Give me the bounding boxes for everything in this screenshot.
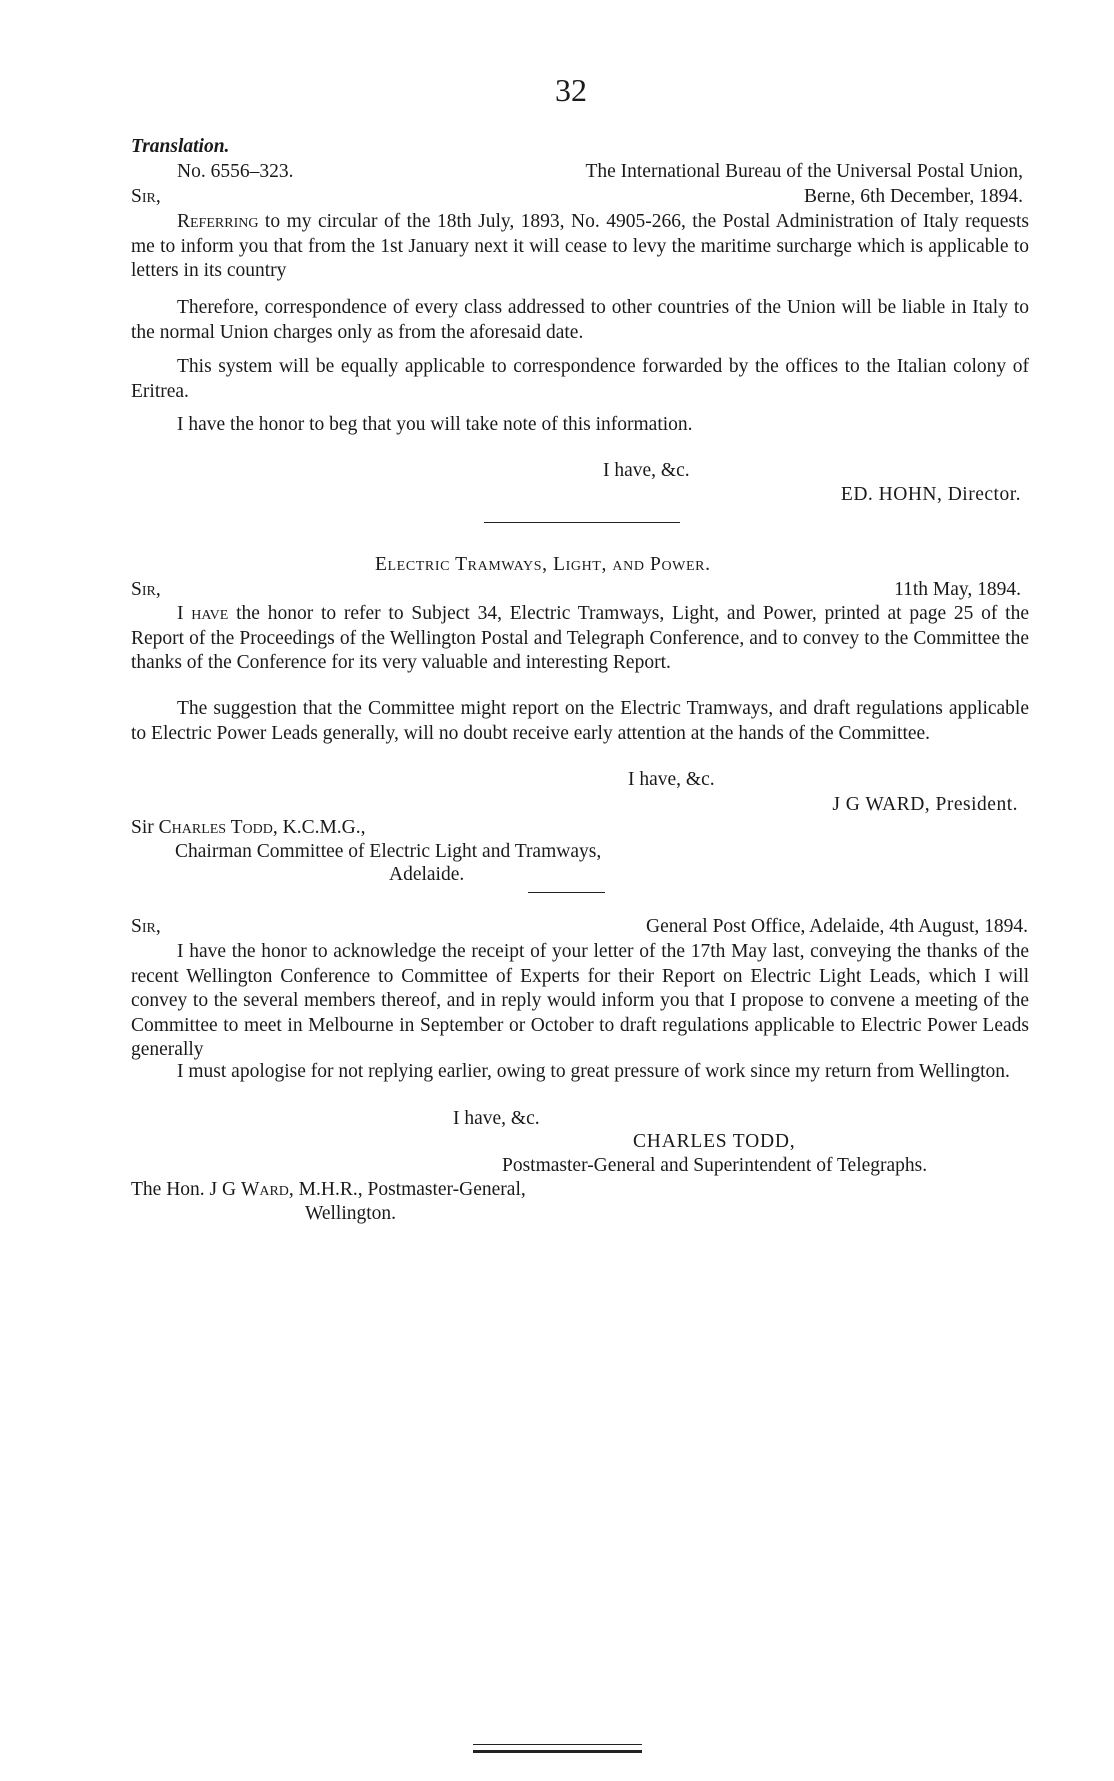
addressee-prefix: The Hon. J G	[131, 1179, 241, 1200]
reference-number: No. 6556–323.	[177, 161, 294, 182]
signature-name: CHARLES TODD,	[633, 1131, 796, 1152]
addressee-name: Charles Todd	[158, 817, 273, 838]
addressee-place: Wellington.	[305, 1203, 397, 1224]
addressee-place: Adelaide.	[389, 864, 465, 885]
end-rule-bottom	[473, 1750, 642, 1753]
signature-title: Postmaster-General and Superintendent of Telegraphs.	[502, 1155, 928, 1176]
lead-word: Referring	[177, 211, 259, 232]
addressee	[131, 1178, 526, 1202]
section-divider	[528, 892, 605, 893]
letter-paragraph: Therefore, correspondence of every class addressed to other countries of the Union will be liable in Italy to the normal Union charges only as from the aforesaid date.	[131, 297, 1029, 343]
paragraph-text: the honor to refer to Subject 34, Electric Tramways, Light, and Power, printed at page 25 of the Report of the Proceedings of the Wellington Postal and Telegraph Conference, and to convey to the Committee the thanks of the Conference for its very valuable and interesting Report.	[131, 603, 1030, 673]
letter-paragraph: The suggestion that the Committee might report on the Electric Tramways, and draft regulations applicable to Electric Power Leads generally, will no doubt receive early attention at the hands of the Committee.	[131, 698, 1029, 744]
paragraph-text: to my circular of the 18th July, 1893, No. 4905-266, the Postal Administration of Italy requests me to inform you that from the 1st January next it will cease to levy the maritime surcharge which is applicable to letters in its country	[131, 211, 1029, 281]
letter-paragraph	[131, 210, 1029, 284]
page-number: 32	[555, 72, 587, 108]
letter-paragraph	[131, 602, 1029, 676]
salutation: Sir,	[131, 916, 161, 937]
letter-paragraph: I must apologise for not replying earlier, owing to great pressure of work since my return from Wellington.	[177, 1061, 1010, 1082]
addressee	[131, 816, 366, 840]
closing: I have, &c.	[603, 460, 690, 481]
translation-label: Translation.	[131, 136, 230, 157]
closing: I have, &c.	[453, 1108, 540, 1129]
addressee-suffix: , K.C.M.G.,	[272, 817, 366, 838]
addressee-prefix: Sir	[131, 817, 159, 838]
end-rule-top	[473, 1744, 642, 1745]
letter-paragraph: I have the honor to acknowledge the receipt of your letter of the 17th May last, conveying the thanks of the recent Wellington Conference to Committee of Experts for their Report on Electric Light Leads, which I will convey to the several members thereof, and in reply would inform you that I propose to convene a meeting of the Committee to meet in Melbourne in September or October to draft regulations applicable to Electric Power Leads generally	[131, 941, 1029, 1060]
section-divider	[484, 522, 680, 523]
signature: ED. HOHN, Director.	[840, 484, 1021, 505]
salutation: Sir,	[131, 186, 161, 207]
salutation: Sir,	[131, 579, 161, 600]
letter-date: 11th May, 1894.	[894, 579, 1021, 600]
place-date: General Post Office, Adelaide, 4th August, 1894.	[646, 916, 1028, 937]
closing: I have, &c.	[628, 769, 715, 790]
sender-organisation: The International Bureau of the Universal Postal Union,	[585, 161, 1023, 182]
place-date: Berne, 6th December, 1894.	[803, 186, 1023, 207]
signature: J G WARD, President.	[832, 794, 1018, 815]
lead-word: I have	[177, 603, 229, 624]
section-heading: Electric Tramways, Light, and Power.	[375, 554, 711, 575]
letter-paragraph: I have the honor to beg that you will take note of this information.	[177, 414, 693, 435]
addressee-name: Ward	[240, 1179, 289, 1200]
addressee-title: Chairman Committee of Electric Light and Tramways,	[175, 841, 602, 862]
addressee-suffix: , M.H.R., Postmaster-General,	[288, 1179, 526, 1200]
letter-paragraph: This system will be equally applicable to correspondence forwarded by the offices to the Italian colony of Eritrea.	[131, 356, 1029, 402]
